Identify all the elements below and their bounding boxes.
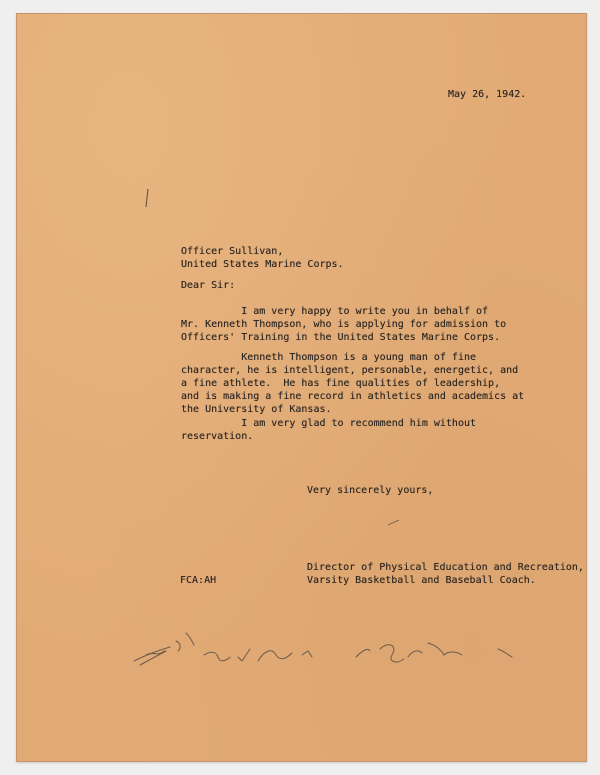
paragraph-2-line: and is making a fine record in athletics and academics at — [181, 391, 525, 402]
paragraph-2-line: Kenneth Thompson is a young man of fine — [181, 352, 477, 363]
typist-initials: FCA:AH — [180, 575, 217, 586]
paragraph-3 — [181, 417, 476, 443]
paragraph-2-line: character, he is intelligent, personable, energetic, and — [181, 365, 519, 376]
paragraph-2-line: a fine athlete. He has fine qualities of leadership, — [181, 378, 501, 389]
pencil-tick-mark — [144, 188, 150, 208]
closing: Very sincerely yours, — [307, 485, 434, 496]
recipient-organization: United States Marine Corps. — [181, 259, 344, 270]
paragraph-2 — [181, 351, 524, 416]
letter-date: May 26, 1942. — [448, 89, 527, 100]
pencil-dash-mark — [387, 518, 401, 526]
paragraph-1-line: Mr. Kenneth Thompson, who is applying for admission to — [181, 319, 507, 330]
shorthand-pencil-notes — [126, 621, 526, 681]
recipient-name: Officer Sullivan, — [181, 246, 284, 257]
paragraph-1-line: I am very happy to write you in behalf of — [181, 306, 489, 317]
letter-sheet — [16, 13, 587, 762]
paragraph-3-line: reservation. — [181, 431, 254, 442]
paragraph-1-line: Officers' Training in the United States Marine Corps. — [181, 332, 501, 343]
recipient-block — [181, 245, 344, 271]
paragraph-2-line: the University of Kansas. — [181, 404, 332, 415]
paragraph-3-line: I am very glad to recommend him without — [181, 418, 477, 429]
paragraph-1 — [181, 305, 506, 344]
signature-title-line-2: Varsity Basketball and Baseball Coach. — [307, 575, 536, 586]
signature-title-line-1: Director of Physical Education and Recreation, — [307, 562, 584, 573]
salutation: Dear Sir: — [181, 280, 236, 291]
signature-title — [307, 561, 584, 587]
